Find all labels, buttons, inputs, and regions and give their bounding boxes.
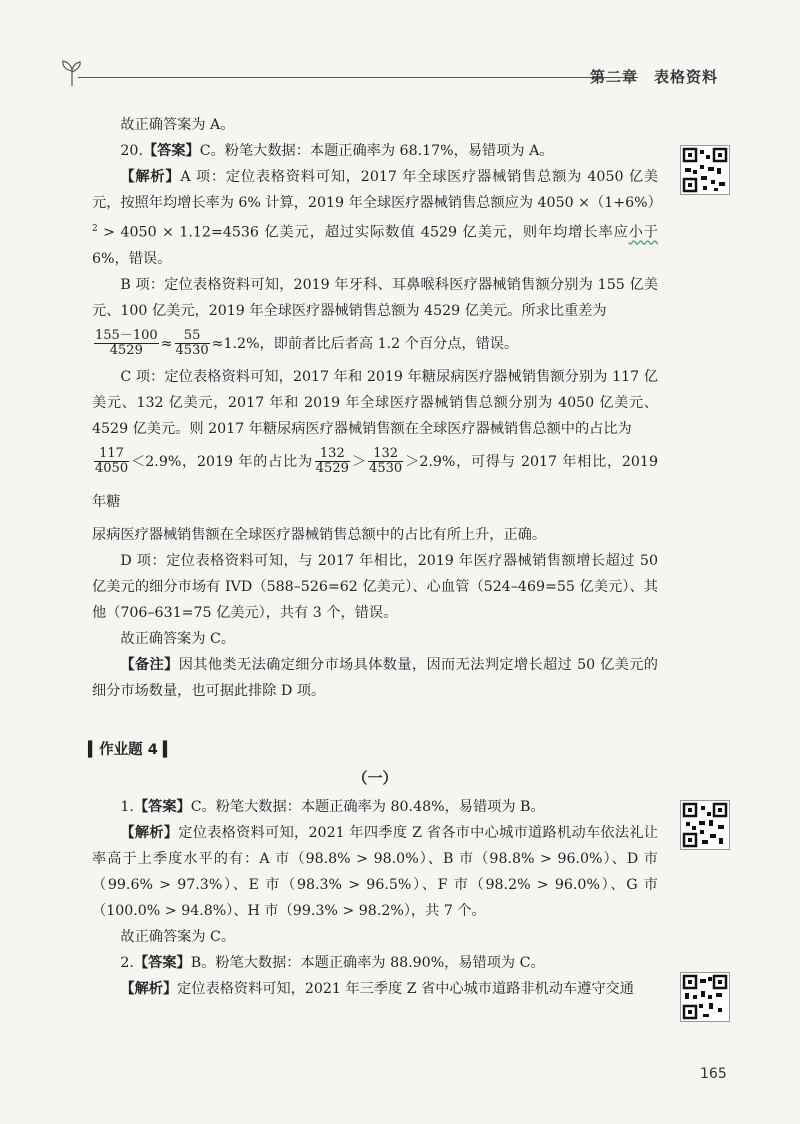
- header-rule: [78, 77, 638, 78]
- note-tag: 【备注】: [120, 656, 179, 673]
- note-line: 【备注】因其他类无法确定细分市场具体数量，因而无法判定增长超过 50 亿美元的细分市场数量，也可据此排除 D 项。: [92, 656, 658, 699]
- analysis-tag: 【解析】: [120, 824, 179, 841]
- analysis-paragraph: 【解析】定位表格资料可知，2021 年三季度 Z 省中心城市道路非机动车遵守交通: [120, 980, 634, 997]
- page-number: 165: [700, 1066, 727, 1082]
- analysis-c: C 项：定位表格资料可知，2017 年和 2019 年糖尿病医疗器械销售额分别为 117 亿美元、132 亿美元，2017 年和 2019 年全球医疗器械销售总额分别为 4050 亿美元、4529 亿美元。则 2017 年糖尿病医疗器械销售额在全球医疗器械销售总额中的占比为: [92, 368, 658, 437]
- page-header: [58, 58, 738, 92]
- qr-code-icon[interactable]: [680, 145, 730, 195]
- analysis-b: B 项：定位表格资料可知，2019 年牙科、耳鼻喉科医疗器械销售额分别为 155 亿美元、100 亿美元，2019 年全球医疗器械销售总额为 4529 亿美元。所求比重差为: [92, 276, 658, 319]
- subheading: （一）: [352, 768, 398, 787]
- wavy-underline: 小于: [628, 224, 658, 241]
- answer-tag: 【答案】: [142, 143, 200, 159]
- fraction: $\frac{155-100}{4529}$: [95, 328, 158, 359]
- math-line: $\frac{117}{4050}$ ＜2.9%，2019 年的占比为 $\frac{132}{4529}$ ＞ $\frac{132}{4530}$ ＞2.9%，可得与 2017 年相比，2019 年糖: [92, 446, 658, 510]
- analysis-tag: 【解析】: [120, 169, 181, 185]
- answer-line: 2.【答案】B。粉笔大数据：本题正确率为 88.90%，易错项为 C。: [120, 954, 545, 971]
- sprout-icon: [58, 58, 86, 88]
- answer-line: 1.【答案】C。粉笔大数据：本题正确率为 80.48%，易错项为 B。: [120, 798, 545, 815]
- fraction: $\frac{132}{4529}$: [315, 446, 349, 477]
- page-body: [88, 112, 662, 1002]
- section-heading: ▍作业题 4 ▍: [88, 741, 174, 758]
- paragraph: 尿病医疗器械销售额在全球医疗器械销售总额中的占比有所上升，正确。: [92, 526, 547, 543]
- conclusion: 故正确答案为 C。: [120, 928, 236, 945]
- fraction: $\frac{132}{4530}$: [369, 446, 403, 477]
- paragraph: 故正确答案为 A。: [120, 117, 235, 133]
- math-line: $\frac{155-100}{4529}$ ≈ $\frac{55}{4530}$ ≈1.2%，即前者比后者高 1.2 个百分点，错误。: [95, 328, 519, 359]
- qr-code-icon[interactable]: [680, 800, 730, 850]
- analysis-paragraph: 【解析】定位表格资料可知，2021 年四季度 Z 省各市中心城市道路机动车依法礼让率高于上季度水平的有：A 市（98.8% > 98.0%）、B 市（98.8% > 96.0%）、D 市（99.6% > 97.3%）、E 市（98.3% > 96.5%）、F 市（98.2% > 96.0%）、G 市（100.0% > 94.8%）、H 市（99.3% > 98.2%），共 7 个。: [92, 824, 658, 919]
- analysis-d: D 项：定位表格资料可知，与 2017 年相比，2019 年医疗器械销售额增长超过 50 亿美元的细分市场有 IVD（588–526=62 亿美元）、心血管（524–469=55 亿美元）、其他（706–631=75 亿美元），共有 3 个，错误。: [92, 552, 658, 621]
- answer-tag: 【答案】: [133, 798, 191, 815]
- fraction: $\frac{55}{4530}$: [175, 328, 209, 359]
- answer-tag: 【答案】: [133, 954, 191, 971]
- analysis-tag: 【解析】: [120, 980, 178, 997]
- qr-code-icon[interactable]: [680, 972, 730, 1022]
- chapter-title: 第二章 表格资料: [589, 68, 718, 86]
- analysis-a: 【解析】A 项：定位表格资料可知，2017 年全球医疗器械销售总额为 4050 亿美元，按照年均增长率为 6% 计算，2019 年全球医疗器械销售总额应为 $4050 \times(1+6\%)^2 > 4050 \times 1.12=4536$ 亿美元，超过实际数值 4529 亿美元，则年均增长率应小于 6%，错误。: [92, 169, 662, 267]
- answer-line: 20.【答案】C。粉笔大数据：本题正确率为 68.17%，易错项为 A。: [120, 143, 554, 159]
- conclusion: 故正确答案为 C。: [120, 630, 236, 647]
- fraction: $\frac{117}{4050}$: [95, 446, 129, 477]
